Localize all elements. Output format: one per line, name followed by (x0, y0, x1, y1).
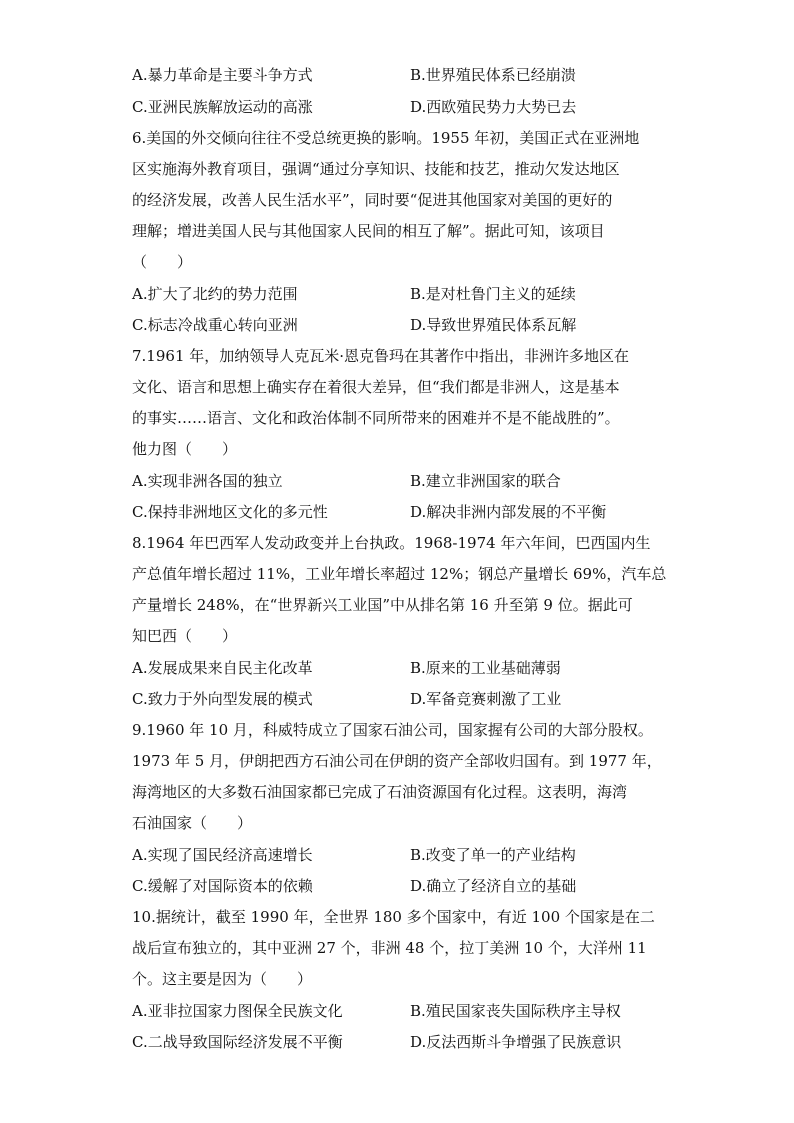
q6-option-c: C.标志冷战重心转向亚洲 (132, 316, 298, 334)
q8-stem-line: 产量增长 248%，在“世界新兴工业国”中从排名第 16 升至第 9 位。据此可 (132, 596, 633, 614)
q10-option-b: B.殖民国家丧失国际秩序主导权 (410, 1002, 621, 1020)
q10-option-c: C.二战导致国际经济发展不平衡 (132, 1033, 343, 1051)
q10-stem-line: 10.据统计，截至 1990 年，全世界 180 多个国家中，有近 100 个国家是在二 (132, 908, 655, 926)
q9-option-a: A.实现了国民经济高速增长 (132, 846, 313, 864)
q9-option-c: C.缓解了对国际资本的依赖 (132, 877, 313, 895)
q8-stem-line: 产总值年增长超过 11%，工业年增长率超过 12%；钢总产量增长 69%，汽车总 (132, 565, 667, 583)
q5-option-d: D.西欧殖民势力大势已去 (410, 98, 577, 116)
q10-stem-line: 战后宣布独立的，其中亚洲 27 个，非洲 48 个，拉丁美洲 10 个，大洋州 11 (132, 939, 647, 957)
q5-option-b: B.世界殖民体系已经崩溃 (410, 66, 576, 84)
q6-option-a: A.扩大了北约的势力范围 (132, 285, 298, 303)
q7-stem-line: 文化、语言和思想上确实存在着很大差异，但“我们都是非洲人，这是基本 (132, 378, 620, 396)
q9-stem-line: 石油国家（ ） (132, 814, 253, 832)
q5-option-c: C.亚洲民族解放运动的高涨 (132, 98, 313, 116)
q5-option-a: A.暴力革命是主要斗争方式 (132, 66, 313, 84)
q6-option-b: B.是对杜鲁门主义的延续 (410, 285, 576, 303)
q10-stem-line: 个。这主要是因为（ ） (132, 970, 313, 988)
q8-option-a: A.发展成果来自民主化改革 (132, 659, 313, 677)
q6-stem-line: 理解；增进美国人民与其他国家人民间的相互了解”。据此可知，该项目 (132, 222, 605, 240)
q6-stem-line: 6.美国的外交倾向往往不受总统更换的影响。1955 年初，美国正式在亚洲地 (132, 129, 640, 147)
q9-option-d: D.确立了经济自立的基础 (410, 877, 577, 895)
q6-answer-blank: （ ） (132, 253, 193, 271)
q8-stem-line: 8.1964 年巴西军人发动政变并上台执政。1968-1974 年六年间，巴西国内生 (132, 534, 651, 552)
q9-stem-line: 1973 年 5 月，伊朗把西方石油公司在伊朗的资产全部收归国有。到 1977 年， (132, 752, 662, 770)
q9-option-b: B.改变了单一的产业结构 (410, 846, 576, 864)
q7-option-b: B.建立非洲国家的联合 (410, 472, 561, 490)
q7-stem-line: 他力图（ ） (132, 440, 238, 458)
q8-option-c: C.致力于外向型发展的模式 (132, 690, 313, 708)
q10-option-d: D.反法西斯斗争增强了民族意识 (410, 1033, 622, 1051)
q6-stem-line: 区实施海外教育项目，强调“通过分享知识、技能和技艺，推动欠发达地区 (132, 160, 620, 178)
q7-option-d: D.解决非洲内部发展的不平衡 (410, 503, 607, 521)
q8-stem-line: 知巴西（ ） (132, 627, 238, 645)
q9-stem-line: 9.1960 年 10 月，科威特成立了国家石油公司，国家握有公司的大部分股权。 (132, 721, 653, 739)
q7-stem-line: 7.1961 年，加纳领导人克瓦米·恩克鲁玛在其著作中指出，非洲许多地区在 (132, 347, 630, 365)
q7-stem-line: 的事实……语言、文化和政治体制不同所带来的困难并不是不能战胜的”。 (132, 409, 620, 427)
q8-option-b: B.原来的工业基础薄弱 (410, 659, 561, 677)
q7-option-a: A.实现非洲各国的独立 (132, 472, 283, 490)
q7-option-c: C.保持非洲地区文化的多元性 (132, 503, 328, 521)
q6-stem-line: 的经济发展，改善人民生活水平”，同时要“促进其他国家对美国的更好的 (132, 191, 613, 209)
q10-option-a: A.亚非拉国家力图保全民族文化 (132, 1002, 343, 1020)
q8-option-d: D.军备竞赛刺激了工业 (410, 690, 562, 708)
q9-stem-line: 海湾地区的大多数石油国家都已完成了石油资源国有化过程。这表明，海湾 (132, 783, 628, 801)
q6-option-d: D.导致世界殖民体系瓦解 (410, 316, 577, 334)
